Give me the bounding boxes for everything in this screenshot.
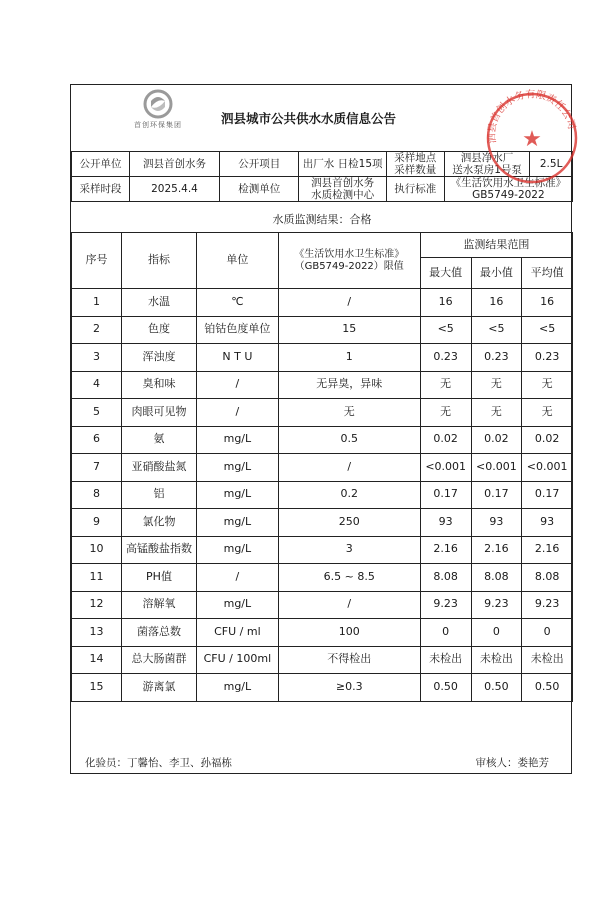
results-table: [71, 232, 573, 702]
svg-text:★: ★: [522, 127, 542, 152]
table-cell: 10: [72, 536, 122, 564]
table-cell: mg/L: [197, 481, 279, 509]
table-cell: mg/L: [197, 454, 279, 482]
table-cell: 16: [471, 289, 522, 317]
table-cell: /: [197, 564, 279, 592]
table-row: [72, 399, 573, 427]
table-cell: 0.17: [471, 481, 522, 509]
table-cell: 水温: [121, 289, 196, 317]
table-cell: 浑浊度: [121, 344, 196, 372]
meta-cell: 泗县净水厂 送水泵房1号泵: [444, 152, 530, 177]
table-cell: 臭和味: [121, 371, 196, 399]
table-cell: 无: [420, 399, 471, 427]
table-cell: <5: [471, 316, 522, 344]
header-cell: 最小值: [471, 258, 522, 289]
table-cell: 0.23: [420, 344, 471, 372]
table-cell: /: [278, 591, 420, 619]
table-cell: 1: [278, 344, 420, 372]
table-cell: PH值: [121, 564, 196, 592]
company-seal: [482, 88, 582, 188]
table-cell: 2.16: [522, 536, 573, 564]
table-cell: 15: [72, 674, 122, 702]
table-cell: 氯化物: [121, 509, 196, 537]
table-cell: 0.17: [522, 481, 573, 509]
table-cell: 93: [522, 509, 573, 537]
table-cell: 9.23: [471, 591, 522, 619]
table-cell: mg/L: [197, 509, 279, 537]
table-cell: 15: [278, 316, 420, 344]
table-row: [72, 371, 573, 399]
table-cell: 0.50: [471, 674, 522, 702]
table-cell: 7: [72, 454, 122, 482]
meta-cell: 采样地点 采样数量: [386, 152, 444, 177]
table-cell: 16: [522, 289, 573, 317]
meta-cell: 检测单位: [220, 177, 299, 202]
table-cell: 8.08: [471, 564, 522, 592]
table-cell: 9.23: [420, 591, 471, 619]
table-row: [72, 509, 573, 537]
table-cell: /: [278, 289, 420, 317]
table-cell: 0.5: [278, 426, 420, 454]
table-row: [72, 674, 573, 702]
meta-cell: 2025.4.4: [129, 177, 219, 202]
table-cell: 肉眼可见物: [121, 399, 196, 427]
table-cell: 铝: [121, 481, 196, 509]
table-cell: mg/L: [197, 591, 279, 619]
table-cell: 总大肠菌群: [121, 646, 196, 674]
table-cell: 0: [522, 619, 573, 647]
header-cell: 序号: [72, 233, 122, 289]
table-cell: CFU / ml: [197, 619, 279, 647]
meta-cell: 2.5L: [530, 152, 573, 177]
table-cell: 9.23: [522, 591, 573, 619]
svg-text:泗县首创水务有限责任公司: 泗县首创水务有限责任公司: [486, 89, 577, 144]
table-cell: 12: [72, 591, 122, 619]
table-cell: /: [197, 399, 279, 427]
table-cell: 0.23: [522, 344, 573, 372]
meta-cell: 《生活饮用水卫生标准》 GB5749-2022: [444, 177, 572, 202]
logo-text: 首创环保集团: [134, 121, 182, 129]
testers-line: 化验员：丁馨怡、李卫、孙福栋: [85, 757, 232, 769]
table-row: [72, 344, 573, 372]
table-cell: ≥0.3: [278, 674, 420, 702]
table-cell: 无: [278, 399, 420, 427]
meta-cell: 泗县首创水务 水质检测中心: [299, 177, 386, 202]
header-cell: 指标: [121, 233, 196, 289]
table-cell: 8.08: [522, 564, 573, 592]
table-cell: 13: [72, 619, 122, 647]
table-cell: 0.02: [420, 426, 471, 454]
table-row: [72, 481, 573, 509]
header-cell: 平均值: [522, 258, 573, 289]
result-line: 水质监测结果：合格: [71, 208, 573, 233]
table-cell: 色度: [121, 316, 196, 344]
table-cell: /: [197, 371, 279, 399]
table-cell: 无: [522, 399, 573, 427]
table-cell: 100: [278, 619, 420, 647]
table-cell: 3: [278, 536, 420, 564]
table-cell: N T U: [197, 344, 279, 372]
logo-icon: [143, 89, 173, 119]
table-cell: 0.50: [420, 674, 471, 702]
table-row: [72, 426, 573, 454]
table-cell: 高锰酸盐指数: [121, 536, 196, 564]
table-row: [72, 564, 573, 592]
table-cell: mg/L: [197, 536, 279, 564]
meta-cell: 出厂水 日检15项: [299, 152, 386, 177]
header-cell: 《生活饮用水卫生标准》（GB5749-2022）限值: [278, 233, 420, 289]
table-cell: 游离氯: [121, 674, 196, 702]
table-cell: 6: [72, 426, 122, 454]
table-cell: 4: [72, 371, 122, 399]
meta-cell: 执行标准: [386, 177, 444, 202]
table-cell: 93: [420, 509, 471, 537]
table-cell: /: [278, 454, 420, 482]
table-body: [72, 289, 573, 702]
table-cell: <0.001: [471, 454, 522, 482]
table-cell: 0.50: [522, 674, 573, 702]
table-cell: 8: [72, 481, 122, 509]
table-cell: 8.08: [420, 564, 471, 592]
table-cell: ℃: [197, 289, 279, 317]
table-cell: 14: [72, 646, 122, 674]
table-cell: 无异臭，异味: [278, 371, 420, 399]
meta-cell: 采样时段: [72, 177, 130, 202]
table-cell: 未检出: [522, 646, 573, 674]
table-cell: 93: [471, 509, 522, 537]
table-cell: 9: [72, 509, 122, 537]
table-cell: CFU / 100ml: [197, 646, 279, 674]
table-cell: 0: [471, 619, 522, 647]
table-row: [72, 289, 573, 317]
table-cell: mg/L: [197, 674, 279, 702]
reviewer-line: 审核人：娄艳芳: [475, 757, 549, 769]
table-row: [72, 316, 573, 344]
meta-cell: 公开项目: [220, 152, 299, 177]
table-cell: 0: [420, 619, 471, 647]
meta-cell: 泗县首创水务: [129, 152, 219, 177]
table-cell: <0.001: [522, 454, 573, 482]
table-cell: <5: [420, 316, 471, 344]
table-cell: 未检出: [420, 646, 471, 674]
table-cell: 3: [72, 344, 122, 372]
table-row: [72, 619, 573, 647]
table-cell: 溶解氧: [121, 591, 196, 619]
table-cell: <5: [522, 316, 573, 344]
table-cell: 0.02: [471, 426, 522, 454]
table-row: [72, 454, 573, 482]
table-cell: 0.17: [420, 481, 471, 509]
header-cell: 监测结果范围: [420, 233, 572, 258]
header-cell: 最大值: [420, 258, 471, 289]
table-cell: 无: [471, 371, 522, 399]
table-cell: 2: [72, 316, 122, 344]
table-cell: 0.2: [278, 481, 420, 509]
table-cell: 铂钴色度单位: [197, 316, 279, 344]
table-row: [72, 646, 573, 674]
table-cell: 未检出: [471, 646, 522, 674]
table-cell: <0.001: [420, 454, 471, 482]
header-cell: 单位: [197, 233, 279, 289]
table-cell: 250: [278, 509, 420, 537]
table-cell: 无: [522, 371, 573, 399]
table-cell: 无: [420, 371, 471, 399]
table-cell: 氨: [121, 426, 196, 454]
table-cell: 菌落总数: [121, 619, 196, 647]
table-cell: 5: [72, 399, 122, 427]
table-cell: 16: [420, 289, 471, 317]
table-cell: 亚硝酸盐氮: [121, 454, 196, 482]
table-cell: 6.5 ~ 8.5: [278, 564, 420, 592]
table-cell: 0.23: [471, 344, 522, 372]
table-row: [72, 591, 573, 619]
company-logo: [113, 89, 203, 133]
table-cell: 1: [72, 289, 122, 317]
table-cell: 11: [72, 564, 122, 592]
page-title: 泗县城市公共供水水质信息公告: [221, 111, 397, 126]
table-cell: 无: [471, 399, 522, 427]
table-cell: 不得检出: [278, 646, 420, 674]
table-cell: 2.16: [420, 536, 471, 564]
table-cell: mg/L: [197, 426, 279, 454]
table-cell: 2.16: [471, 536, 522, 564]
table-cell: 0.02: [522, 426, 573, 454]
meta-cell: 公开单位: [72, 152, 130, 177]
table-row: [72, 536, 573, 564]
